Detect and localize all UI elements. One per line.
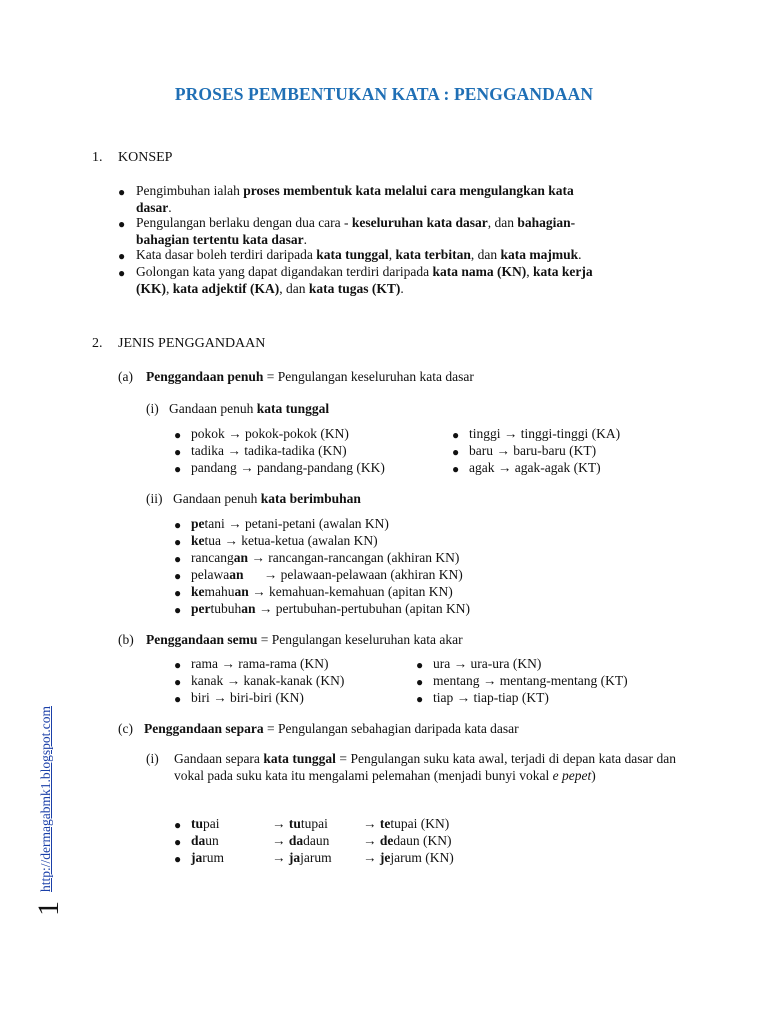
subsection-aii-label: (ii): [146, 491, 163, 506]
list-item: rama → rama-rama (KN): [191, 656, 329, 671]
list-item: biri → biri-biri (KN): [191, 690, 304, 705]
bullet-icon: ●: [118, 266, 126, 280]
table-cell: → jejarum (KN): [363, 850, 454, 865]
subsection-a-heading: Penggandaan penuh = Pengulangan keseluruhan kata dasar: [146, 369, 474, 384]
list-item: ketua → ketua-ketua (awalan KN): [191, 533, 378, 548]
bullet-icon: ●: [118, 249, 126, 263]
konsep-point-2: Pengulangan berlaku dengan dua cara - keseluruhan kata dasar, dan bahagian- bahagian tertentu kata dasar.: [136, 215, 576, 247]
list-item: tiap → tiap-tiap (KT): [433, 690, 549, 705]
subsection-ai-label: (i): [146, 401, 159, 416]
list-item: baru → baru-baru (KT): [469, 443, 597, 458]
table-cell: daun: [191, 833, 219, 848]
bullet-icon: ●: [174, 518, 182, 532]
table-cell: tupai: [191, 816, 220, 831]
bullet-icon: ●: [174, 835, 182, 849]
bullet-icon: ●: [452, 462, 460, 476]
bullet-icon: ●: [174, 692, 182, 706]
page-number: 1: [32, 901, 65, 916]
bullet-icon: ●: [174, 818, 182, 832]
konsep-point-4: Golongan kata yang dapat digandakan terdiri daripada kata nama (KN), kata kerja (KK), kata adjektif (KA), dan kata tugas (KT).: [136, 264, 593, 296]
subsection-aii-heading: Gandaan penuh kata berimbuhan: [173, 491, 361, 506]
section-2-number: 2.: [92, 336, 103, 351]
table-cell: → tutupai: [272, 816, 328, 831]
bullet-icon: ●: [174, 658, 182, 672]
table-cell: → tetupai (KN): [363, 816, 450, 831]
list-item: pandang → pandang-pandang (KK): [191, 460, 385, 475]
page-title: PROSES PEMBENTUKAN KATA : PENGGANDAAN: [174, 84, 594, 104]
list-item: tadika → tadika-tadika (KN): [191, 443, 347, 458]
section-2-heading: JENIS PENGGANDAAN: [118, 336, 266, 351]
subsection-c-label: (c): [118, 721, 133, 736]
bullet-icon: ●: [174, 675, 182, 689]
table-cell: → dedaun (KN): [363, 833, 452, 848]
list-item: tinggi → tinggi-tinggi (KA): [469, 426, 621, 441]
table-cell: → dadaun: [272, 833, 330, 848]
list-item: pelawaan → pelawaan-pelawaan (akhiran KN): [191, 567, 463, 582]
table-cell: jarum: [191, 850, 224, 865]
bullet-icon: ●: [416, 675, 424, 689]
list-item: kemahuan → kemahuan-kemahuan (apitan KN): [191, 584, 453, 599]
bullet-icon: ●: [174, 586, 182, 600]
bullet-icon: ●: [174, 603, 182, 617]
bullet-icon: ●: [174, 552, 182, 566]
table-cell: → jajarum: [272, 850, 332, 865]
subsection-c-heading: Penggandaan separa = Pengulangan sebahagian daripada kata dasar: [144, 721, 519, 736]
subsection-ai-heading: Gandaan penuh kata tunggal: [169, 401, 330, 416]
subsection-b-heading: Penggandaan semu = Pengulangan keseluruhan kata akar: [146, 632, 463, 647]
subsection-a-label: (a): [118, 369, 133, 384]
section-1-number: 1.: [92, 150, 103, 165]
bullet-icon: ●: [452, 445, 460, 459]
bullet-icon: ●: [174, 445, 182, 459]
list-item: pokok → pokok-pokok (KN): [191, 426, 349, 441]
subsection-ci-label: (i): [146, 751, 159, 766]
subsection-b-label: (b): [118, 632, 134, 647]
list-item: pertubuhan → pertubuhan-pertubuhan (apitan KN): [191, 601, 470, 616]
list-item: rancangan → rancangan-rancangan (akhiran KN): [191, 550, 460, 565]
blog-link[interactable]: http://dermagabmk1.blogspot.com: [38, 706, 53, 892]
bullet-icon: ●: [174, 852, 182, 866]
bullet-icon: ●: [118, 185, 126, 199]
konsep-point-1: Pengimbuhan ialah proses membentuk kata melalui cara mengulangkan kata dasar.: [136, 183, 574, 215]
list-item: mentang → mentang-mentang (KT): [433, 673, 628, 688]
konsep-point-3: Kata dasar boleh terdiri daripada kata tunggal, kata terbitan, dan kata majmuk.: [136, 247, 582, 262]
bullet-icon: ●: [452, 428, 460, 442]
section-1-heading: KONSEP: [118, 150, 173, 165]
list-item: ura → ura-ura (KN): [433, 656, 542, 671]
list-item: agak → agak-agak (KT): [469, 460, 601, 475]
list-item: petani → petani-petani (awalan KN): [191, 516, 389, 531]
bullet-icon: ●: [416, 692, 424, 706]
bullet-icon: ●: [174, 428, 182, 442]
bullet-icon: ●: [118, 217, 126, 231]
bullet-icon: ●: [416, 658, 424, 672]
bullet-icon: ●: [174, 569, 182, 583]
bullet-icon: ●: [174, 535, 182, 549]
list-item: kanak → kanak-kanak (KN): [191, 673, 345, 688]
subsection-ci-text: Gandaan separa kata tunggal = Pengulangan suku kata awal, terjadi di depan kata dasar dan vokal pada suku kata itu mengalami pelemahan (menjadi bunyi vokal e pepet): [174, 751, 676, 783]
bullet-icon: ●: [174, 462, 182, 476]
